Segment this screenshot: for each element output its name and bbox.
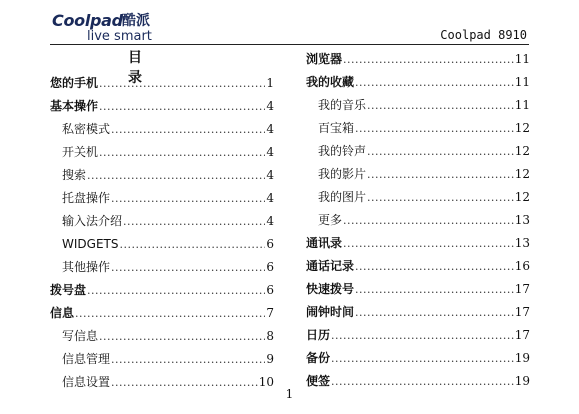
toc-entry-page: 19 (514, 351, 530, 365)
toc-entry-title: 搜索 (62, 168, 87, 182)
toc-right-column (306, 48, 530, 393)
toc-entry-title: 写信息 (62, 329, 99, 343)
toc-dot-leader (355, 278, 514, 301)
toc-title: 目 录 (128, 50, 168, 86)
toc-entry-page: 9 (266, 352, 274, 366)
toc-dot-leader (123, 210, 265, 233)
toc-entry[interactable] (50, 72, 274, 95)
toc-entry[interactable] (306, 94, 530, 117)
toc-dot-leader (99, 141, 265, 164)
toc-dot-leader (355, 117, 514, 140)
toc-entry-title: 闹钟时间 (306, 305, 355, 319)
toc-entry-page: 16 (514, 259, 530, 273)
toc-dot-leader (367, 163, 514, 186)
toc-entry[interactable] (50, 210, 274, 233)
toc-entry[interactable] (50, 95, 274, 118)
toc-entry-title: 浏览器 (306, 52, 343, 66)
logo-tagline: live smart (87, 29, 152, 44)
toc-entry-page: 8 (266, 329, 274, 343)
toc-dot-leader (87, 279, 265, 302)
toc-entry-title: 日历 (306, 328, 331, 342)
toc-entry-title: 信息设置 (62, 375, 111, 389)
toc-entry-title: 便签 (306, 374, 331, 388)
toc-entry[interactable] (50, 256, 274, 279)
toc-entry-page: 19 (514, 374, 530, 388)
toc-entry-page: 1 (266, 76, 274, 90)
toc-entry-page: 4 (266, 122, 274, 136)
toc-dot-leader (367, 140, 514, 163)
toc-entry-title: 开关机 (62, 145, 99, 159)
toc-entry-page: 11 (514, 52, 530, 66)
toc-dot-leader (331, 324, 514, 347)
toc-entry[interactable] (306, 232, 530, 255)
toc-entry-title: 百宝箱 (318, 121, 355, 135)
toc-dot-leader (331, 347, 514, 370)
toc-entry-title: 托盘操作 (62, 191, 111, 205)
toc-entry-title: 我的图片 (318, 190, 367, 204)
toc-entry[interactable] (306, 255, 530, 278)
toc-entry[interactable] (306, 301, 530, 324)
toc-entry[interactable] (306, 324, 530, 347)
toc-entry-page: 6 (266, 237, 274, 251)
toc-entry[interactable] (306, 278, 530, 301)
toc-entry-page: 6 (266, 283, 274, 297)
toc-entry-page: 17 (514, 282, 530, 296)
logo-chinese-name: 酷派 (122, 13, 150, 29)
toc-entry-page: 4 (266, 168, 274, 182)
toc-entry[interactable] (50, 325, 274, 348)
toc-dot-leader (367, 186, 514, 209)
toc-entry-title: 更多 (318, 213, 343, 227)
toc-entry-title: 我的收藏 (306, 75, 355, 89)
toc-entry-page: 12 (514, 167, 530, 181)
toc-entry-title: 我的音乐 (318, 98, 367, 112)
toc-entry-page: 11 (514, 75, 530, 89)
toc-dot-leader (343, 209, 514, 232)
page-number: 1 (285, 387, 294, 401)
toc-entry-page: 12 (514, 144, 530, 158)
model-name: Coolpad 8910 (440, 28, 527, 42)
toc-entry[interactable] (50, 302, 274, 325)
toc-entry-title: 拨号盘 (50, 283, 87, 297)
toc-entry-page: 4 (266, 214, 274, 228)
toc-dot-leader (111, 256, 265, 279)
toc-entry-page: 13 (514, 213, 530, 227)
toc-entry[interactable] (50, 279, 274, 302)
toc-entry-title: 其他操作 (62, 260, 111, 274)
toc-dot-leader (355, 71, 514, 94)
toc-entry-page: 13 (514, 236, 530, 250)
toc-entry-title: 通话记录 (306, 259, 355, 273)
brand-logo (52, 12, 192, 46)
toc-entry[interactable] (50, 164, 274, 187)
toc-dot-leader (87, 164, 265, 187)
toc-entry[interactable] (50, 187, 274, 210)
toc-dot-leader (119, 233, 265, 256)
toc-entry[interactable] (50, 141, 274, 164)
toc-dot-leader (367, 94, 514, 117)
toc-entry-title: 输入法介绍 (62, 214, 123, 228)
toc-entry-page: 4 (266, 191, 274, 205)
toc-dot-leader (355, 301, 514, 324)
toc-dot-leader (99, 95, 265, 118)
toc-entry-page: 12 (514, 121, 530, 135)
toc-entry-title: 您的手机 (50, 76, 99, 90)
toc-dot-leader (111, 348, 265, 371)
toc-entry-title: 我的铃声 (318, 144, 367, 158)
toc-entry-title: 备份 (306, 351, 331, 365)
toc-dot-leader (355, 255, 514, 278)
toc-entry-page: 7 (266, 306, 274, 320)
toc-entry-page: 12 (514, 190, 530, 204)
toc-entry-title: 信息管理 (62, 352, 111, 366)
toc-left-column (50, 72, 274, 394)
toc-entry[interactable] (306, 117, 530, 140)
toc-entry[interactable] (306, 71, 530, 94)
toc-dot-leader (343, 232, 514, 255)
toc-entry-page: 4 (266, 145, 274, 159)
toc-entry-title: 我的影片 (318, 167, 367, 181)
toc-entry[interactable] (306, 163, 530, 186)
toc-dot-leader (111, 187, 265, 210)
toc-entry-title: WIDGETS (62, 237, 119, 251)
header-divider (50, 44, 529, 45)
toc-dot-leader (99, 325, 265, 348)
toc-entry-page: 17 (514, 305, 530, 319)
toc-entry-page: 4 (266, 99, 274, 113)
toc-entry-page: 17 (514, 328, 530, 342)
toc-entry[interactable] (50, 348, 274, 371)
toc-dot-leader (99, 72, 265, 95)
toc-entry[interactable] (50, 233, 274, 256)
toc-entry-page: 6 (266, 260, 274, 274)
toc-entry-title: 私密模式 (62, 122, 111, 136)
toc-dot-leader (343, 48, 514, 71)
toc-entry-page: 10 (258, 375, 274, 389)
toc-dot-leader (111, 118, 265, 141)
toc-entry[interactable] (306, 140, 530, 163)
toc-entry-page: 11 (514, 98, 530, 112)
toc-entry-title: 信息 (50, 306, 75, 320)
toc-entry-title: 基本操作 (50, 99, 99, 113)
toc-entry[interactable] (306, 48, 530, 71)
toc-entry[interactable] (306, 209, 530, 232)
toc-entry[interactable] (306, 347, 530, 370)
logo-wordmark: Coolpad (52, 11, 123, 30)
toc-entry-title: 快速拨号 (306, 282, 355, 296)
toc-entry-title: 通讯录 (306, 236, 343, 250)
toc-entry[interactable] (50, 118, 274, 141)
toc-entry[interactable] (306, 186, 530, 209)
toc-dot-leader (75, 302, 265, 325)
